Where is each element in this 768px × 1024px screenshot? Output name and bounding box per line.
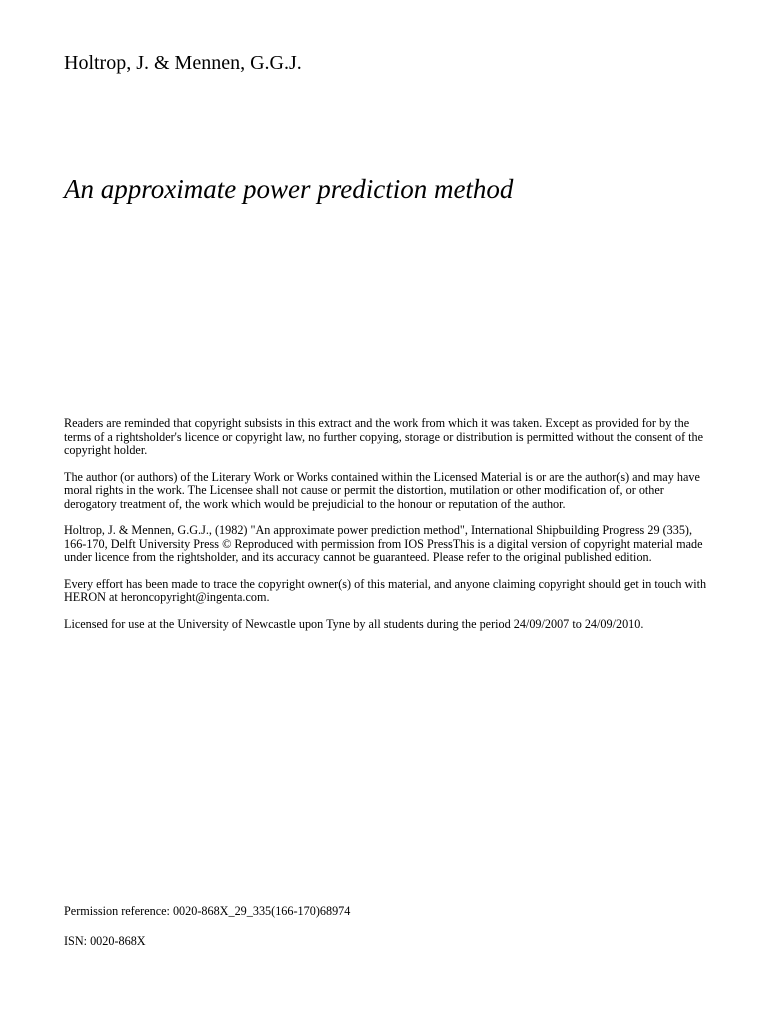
copyright-notice (64, 417, 712, 644)
footer-references (64, 905, 712, 964)
isn-number: ISN: 0020-868X (64, 933, 146, 948)
document-title: An approximate power prediction method (64, 174, 514, 204)
permission-reference: Permission reference: 0020-868X_29_335(166-170)68974 (64, 904, 351, 918)
notice-paragraph-citation: Holtrop, J. & Mennen, G.G.J., (1982) "An approximate power prediction method", International Shipbuilding Progress 29 (335), 166-170, Delft University Press © Reproduced with permission from IOS PressThis is a digital version of copyright material made under licence from the rightsholder, and its accuracy cannot be guaranteed. Please refer to the original published edition. (64, 523, 703, 564)
notice-paragraph-licence: Licensed for use at the University of Newcastle upon Tyne by all students during the period 24/09/2007 to 24/09/2010. (64, 616, 644, 631)
notice-paragraph-contact: Every effort has been made to trace the copyright owner(s) of this material, and anyone claiming copyright should get in touch with HERON at heroncopyright@ingenta.com. (64, 576, 707, 604)
authors-line: Holtrop, J. & Mennen, G.G.J. (64, 52, 302, 74)
notice-paragraph-copyright: Readers are reminded that copyright subsists in this extract and the work from which it was taken. Except as provided for by the terms of a rightsholder's licence or copyright law, no further copying, storage or distribution is permitted without the consent of the copyright holder. (64, 416, 704, 457)
notice-paragraph-moral-rights: The author (or authors) of the Literary Work or Works contained within the Licensed Material is or are the author(s) and may have moral rights in the work. The Licensee shall not cause or permit the distortion, mutilation or other modification of, or other derogatory treatment of, the work which would be prejudicial to the honour or reputation of the author. (64, 469, 700, 511)
